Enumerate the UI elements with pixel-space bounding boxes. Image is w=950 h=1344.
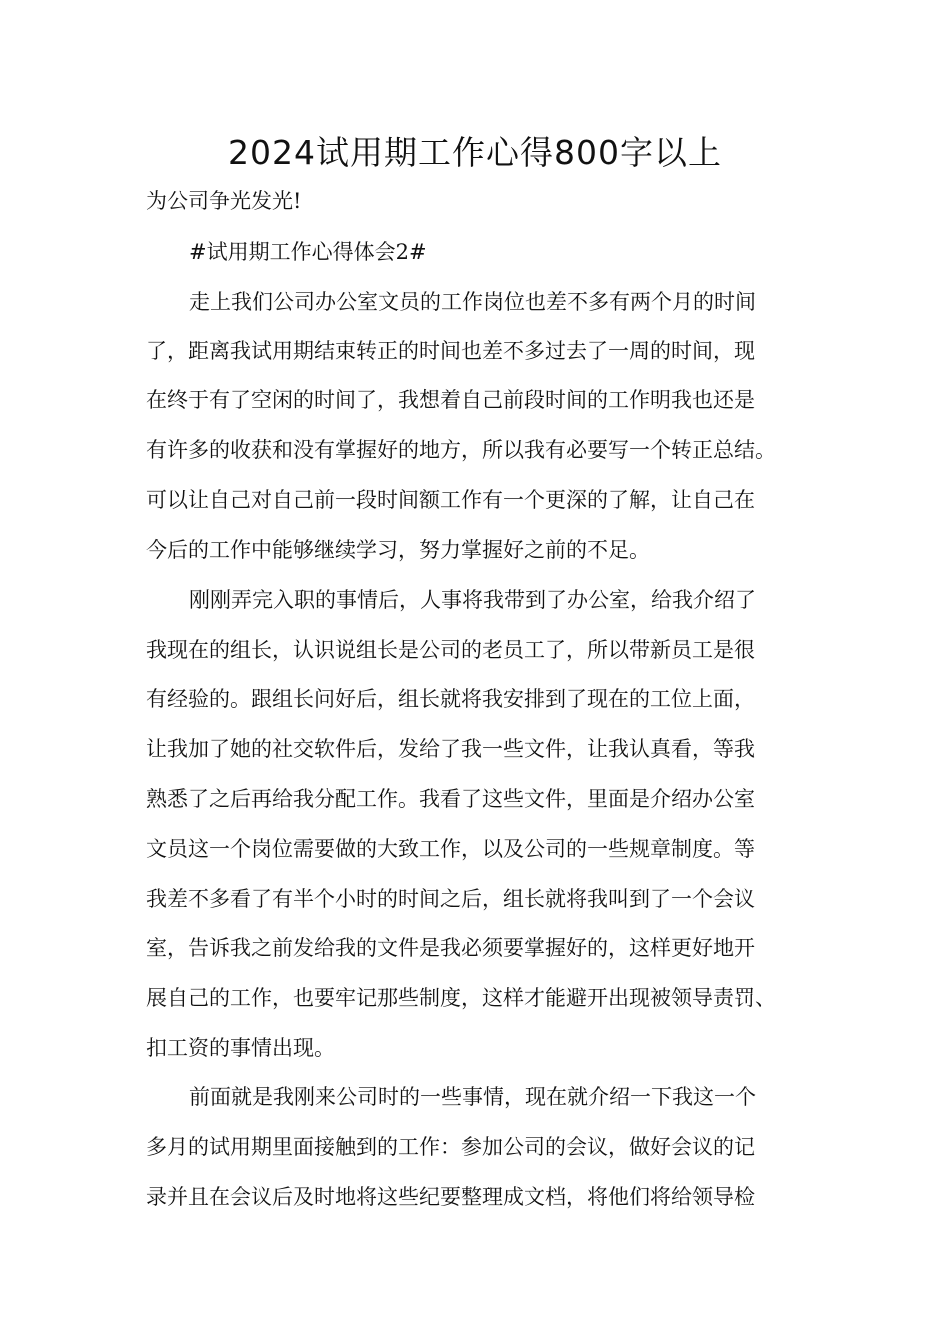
paragraph-line: 室，告诉我之前发给我的文件是我必须要掌握好的，这样更好地开 xyxy=(146,936,755,960)
paragraph-line: 在终于有了空闲的时间了，我想着自己前段时间的工作明我也还是 xyxy=(146,388,755,412)
paragraph-line: 我差不多看了有半个小时的时间之后，组长就将我叫到了一个会议 xyxy=(146,887,755,911)
paragraph-line: 文员这一个岗位需要做的大致工作，以及公司的一些规章制度。等 xyxy=(146,837,755,861)
paragraph-line: 了，距离我试用期结束转正的时间也差不多过去了一周的时间，现 xyxy=(146,339,755,363)
paragraph-line: 多月的试用期里面接触到的工作：参加公司的会议，做好会议的记 xyxy=(146,1135,755,1159)
section-heading: #试用期工作心得体会2# xyxy=(189,240,427,264)
paragraph-line: 展自己的工作，也要牢记那些制度，这样才能避开出现被领导责罚、 xyxy=(146,986,776,1010)
paragraph-line: 让我加了她的社交软件后，发给了我一些文件，让我认真看，等我 xyxy=(146,737,755,761)
text-line: 为公司争光发光! xyxy=(146,189,302,213)
paragraph-line: 扣工资的事情出现。 xyxy=(146,1036,335,1060)
paragraph-line: 走上我们公司办公室文员的工作岗位也差不多有两个月的时间 xyxy=(189,290,756,314)
paragraph-line: 我现在的组长，认识说组长是公司的老员工了，所以带新员工是很 xyxy=(146,638,755,662)
paragraph-line: 熟悉了之后再给我分配工作。我看了这些文件，里面是介绍办公室 xyxy=(146,787,755,811)
document-title: 2024试用期工作心得800字以上 xyxy=(228,133,722,172)
paragraph-line: 有许多的收获和没有掌握好的地方，所以我有必要写一个转正总结。 xyxy=(146,438,776,462)
paragraph-line: 今后的工作中能够继续学习，努力掌握好之前的不足。 xyxy=(146,538,650,562)
paragraph-line: 前面就是我刚来公司时的一些事情，现在就介绍一下我这一个 xyxy=(189,1085,756,1109)
paragraph-line: 可以让自己对自己前一段时间额工作有一个更深的了解，让自己在 xyxy=(146,488,755,512)
paragraph-line: 有经验的。跟组长问好后，组长就将我安排到了现在的工位上面， xyxy=(146,687,755,711)
paragraph-line: 刚刚弄完入职的事情后，人事将我带到了办公室，给我介绍了 xyxy=(189,588,756,612)
paragraph-line: 录并且在会议后及时地将这些纪要整理成文档，将他们将给领导检 xyxy=(146,1185,755,1209)
